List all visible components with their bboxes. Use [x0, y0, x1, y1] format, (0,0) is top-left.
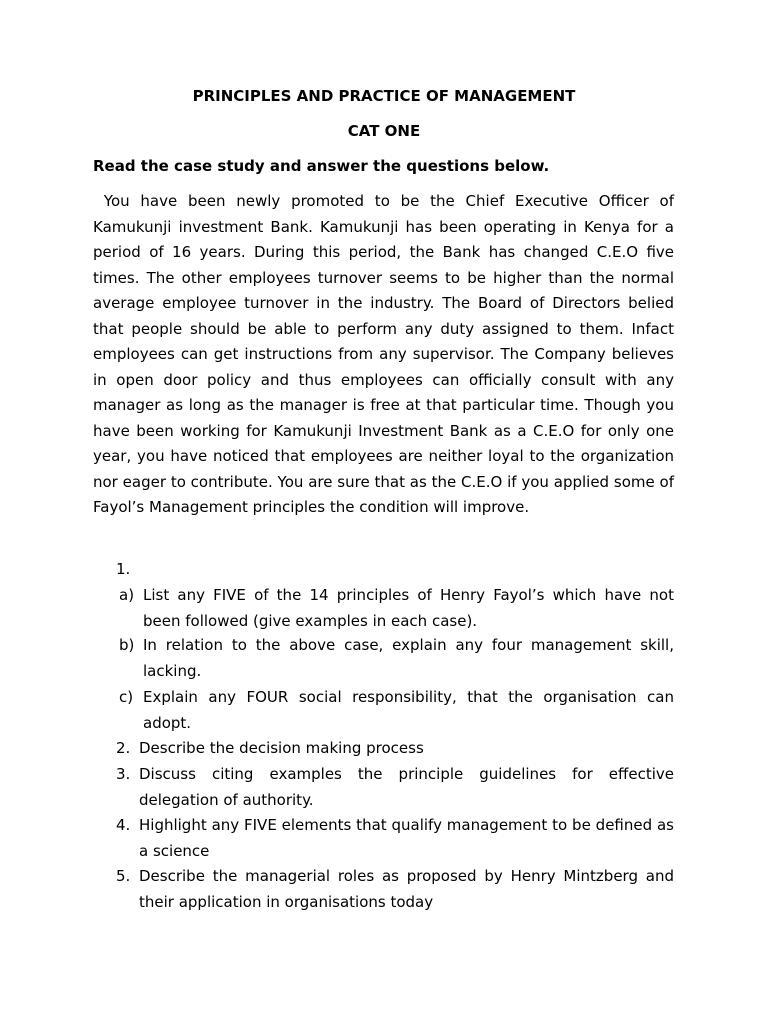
- question-4: [116, 813, 674, 864]
- document-subtitle: CAT ONE: [347, 122, 421, 140]
- question-2-text: Describe the decision making process: [139, 739, 424, 757]
- question-1-number: 1.: [116, 560, 131, 578]
- question-2-number: 2.: [116, 739, 131, 757]
- case-study-paragraph: [93, 189, 674, 521]
- question-1b-text: In relation to the above case, explain any four management skill, lacking.: [143, 636, 674, 680]
- question-5: [116, 864, 674, 915]
- question-1c-text: Explain any FOUR social responsibility, that the organisation can adopt.: [143, 688, 674, 732]
- document-title: PRINCIPLES AND PRACTICE OF MANAGEMENT: [192, 87, 576, 105]
- question-3-number: 3.: [116, 765, 131, 783]
- question-4-text: Highlight any FIVE elements that qualify management to be defined as a science: [139, 816, 674, 860]
- question-5-number: 5.: [116, 867, 131, 885]
- case-study-text: You have been newly promoted to be the Chief Executive Officer of Kamukunji investment Bank. Kamukunji has been operating in Kenya for a period of 16 years. During this period, the Bank has changed C.E.O five times. The other employees turnover seems to be higher than the normal average employee turnover in the industry. The Board of Directors belied that people should be able to perform any duty assigned to them. Infact employees can get instructions from any supervisor. The Company believes in open door policy and thus employees can officially consult with any manager as long as the manager is free at that particular time. Though you have been working for Kamukunji Investment Bank as a C.E.O for only one year, you have noticed that employees are neither loyal to the organization nor eager to contribute. You are sure that as the C.E.O if you applied some of Fayol’s Management principles the condition will improve.: [93, 192, 674, 516]
- question-1a-text: List any FIVE of the 14 principles of Henry Fayol’s which have not been followed (give examples in each case).: [143, 586, 674, 630]
- question-1: [116, 557, 156, 583]
- question-3: [116, 762, 674, 813]
- question-2: [116, 736, 674, 762]
- question-1b: [119, 633, 674, 684]
- question-4-number: 4.: [116, 816, 131, 834]
- question-1b-label: b): [119, 636, 135, 654]
- question-5-text: Describe the managerial roles as proposed by Henry Mintzberg and their application in organisations today: [139, 867, 674, 911]
- question-3-text: Discuss citing examples the principle guidelines for effective delegation of authority.: [139, 765, 674, 809]
- question-1a-label: a): [119, 586, 135, 604]
- question-1c-label: c): [119, 688, 134, 706]
- question-1c: [119, 685, 674, 736]
- question-1a: [119, 583, 674, 634]
- instruction-text: Read the case study and answer the questions below.: [93, 157, 550, 175]
